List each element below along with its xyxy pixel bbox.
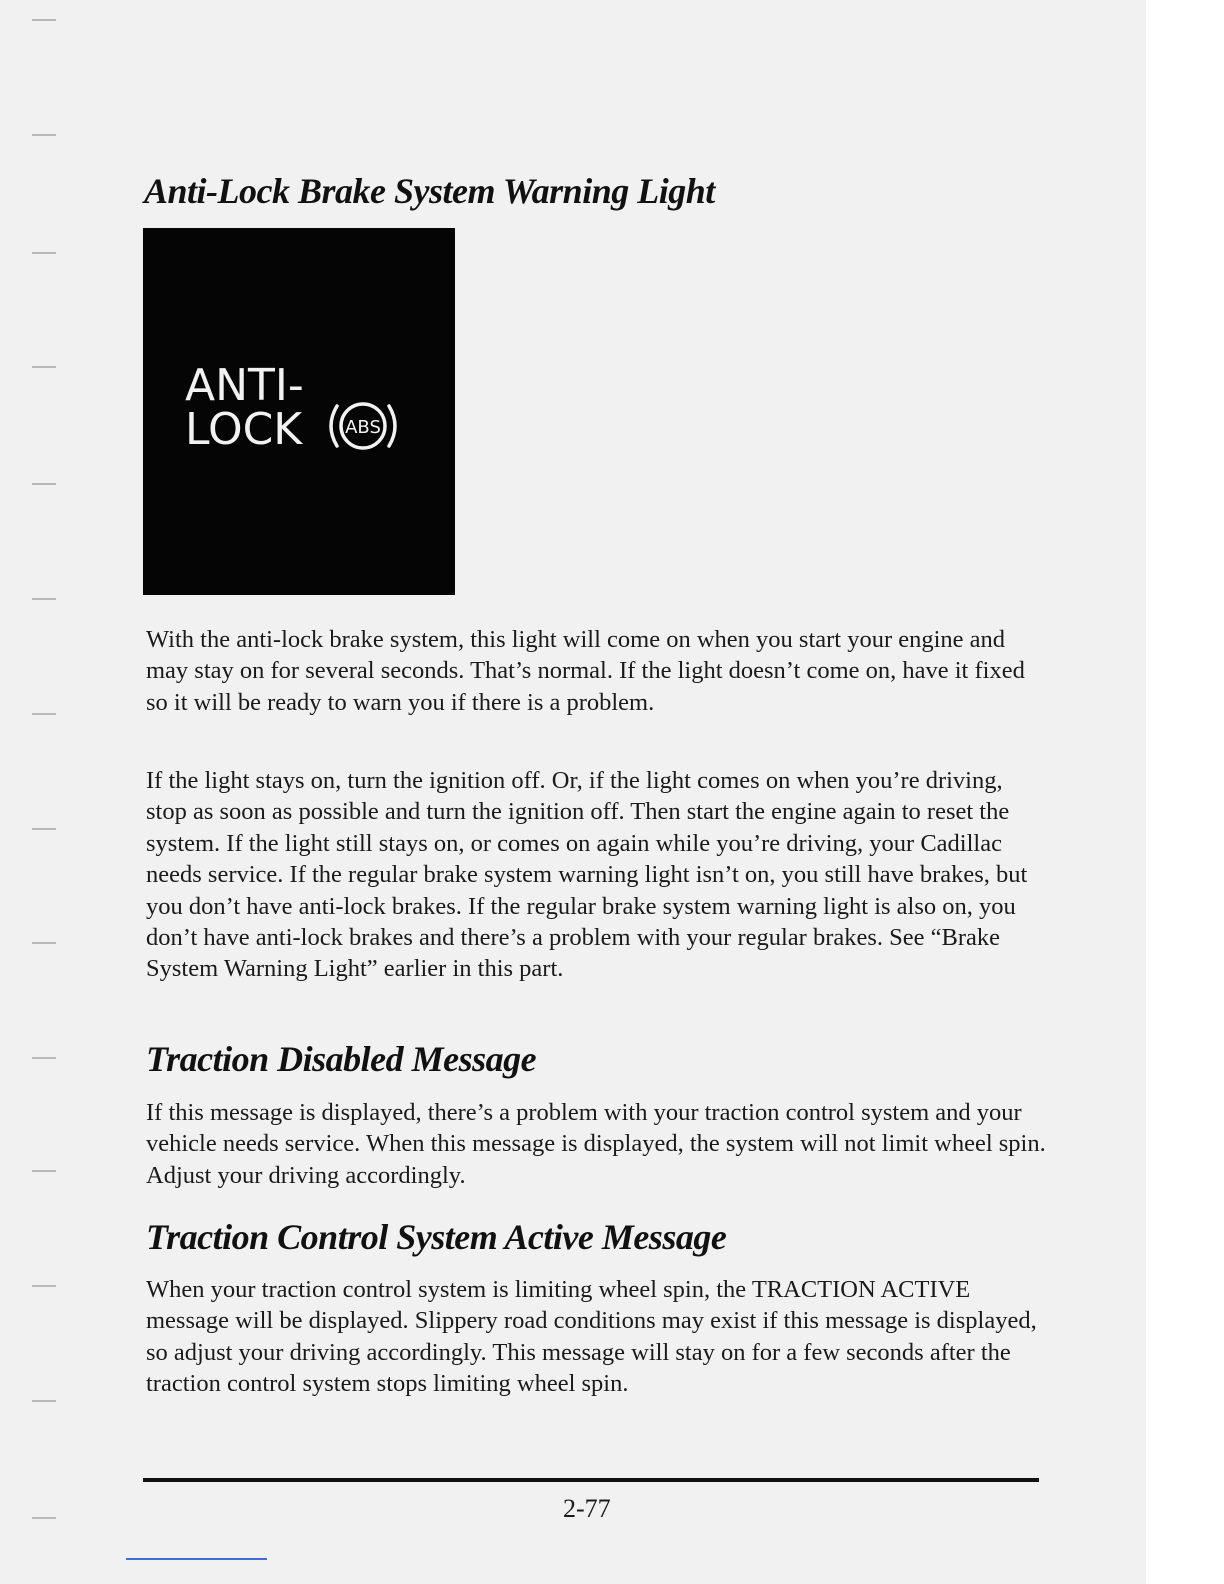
paragraph-traction-disabled: If this message is displayed, there’s a problem with your traction control system and your vehicle needs service. When this message is displayed, the system will not limit wheel spin. Adjust your driving accordingly. bbox=[146, 1099, 1046, 1189]
binding-mark bbox=[32, 366, 56, 368]
binding-mark bbox=[32, 19, 56, 21]
binding-mark bbox=[32, 1517, 56, 1519]
page-number: 2-77 bbox=[563, 1494, 611, 1523]
binding-mark bbox=[32, 1170, 56, 1172]
warning-light-label-line1: ANTI- bbox=[185, 360, 304, 411]
paragraph-abs-light-stays-on: If the light stays on, turn the ignition off. Or, if the light comes on when you’re driving, stop as soon as possible and turn the ignition off. Then start the engine again to reset the system. If the light still stays on, or comes on again while you’re driving, your Cadillac needs service. If the regular brake system warning light isn’t on, you still have brakes, but you don’t have anti-lock brakes. If the regular brake system warning light is also on, you don’t have anti-lock brakes and there’s a problem with your regular brakes. See “Brake System Warning Light” earlier in this part. bbox=[146, 767, 1028, 983]
warning-light-label-line2: LOCK bbox=[185, 404, 303, 455]
binding-mark bbox=[32, 713, 56, 715]
binding-mark bbox=[32, 1057, 56, 1059]
binding-mark bbox=[32, 252, 56, 254]
bottom-link-underline bbox=[126, 1558, 267, 1560]
section-heading-traction-disabled: Traction Disabled Message bbox=[146, 1039, 537, 1079]
warning-light-label bbox=[185, 360, 304, 455]
section-heading-traction-active: Traction Control System Active Message bbox=[146, 1217, 727, 1257]
binding-mark bbox=[32, 942, 56, 944]
abs-icon-text: ABS bbox=[345, 417, 381, 438]
binding-mark bbox=[32, 134, 56, 136]
binding-mark bbox=[32, 1285, 56, 1287]
footer-rule bbox=[143, 1478, 1039, 1482]
binding-mark bbox=[32, 828, 56, 830]
section-heading-anti-lock-brake: Anti-Lock Brake System Warning Light bbox=[144, 171, 715, 211]
binding-mark bbox=[32, 598, 56, 600]
paragraph-traction-active: When your traction control system is limiting wheel spin, the TRACTION ACTIVE message will be displayed. Slippery road conditions may exist if this message is displayed, so adjust your driving accordingly. This message will stay on for a few seconds after the traction control system stops limiting wheel spin. bbox=[146, 1276, 1037, 1398]
binding-mark bbox=[32, 1400, 56, 1402]
abs-warning-icon bbox=[315, 394, 411, 458]
paragraph-abs-light-normal: With the anti-lock brake system, this light will come on when you start your engine and may stay on for several seconds. That’s normal. If the light doesn’t come on, have it fixed so it will be ready to warn you if there is a problem. bbox=[146, 626, 1025, 716]
binding-mark bbox=[32, 483, 56, 485]
anti-lock-warning-light-panel bbox=[143, 228, 455, 595]
